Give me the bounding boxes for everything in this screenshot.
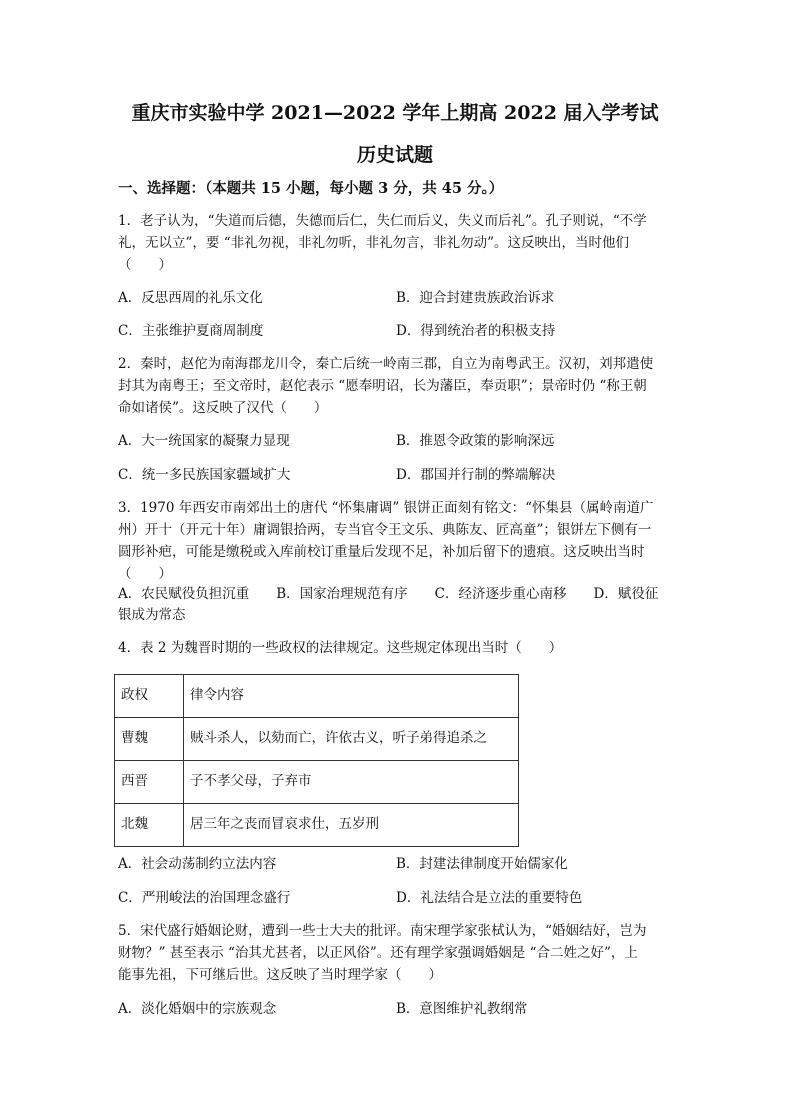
q3-options: A．农民赋役负担沉重 B．国家治理规范有序 C．经济逐步重心南移 D．赋役征 [118,586,659,602]
table-cell: 子不孝父母，子弃市 [184,761,519,804]
q4-option-b: B．封建法律制度开始儒家化 [396,856,568,872]
q2-option-d: D．郡国并行制的弊端解决 [396,467,556,483]
q5-option-b: B．意图维护礼教纲常 [396,1001,528,1017]
q2-option-a: A．大一统国家的凝聚力显现 [118,433,290,449]
question-4-stem: 4．表 2 为魏晋时期的一些政权的法律规定。这些规定体现出当时（ ） [118,640,563,656]
table-cell: 律令内容 [184,675,519,718]
q2-option-c: C．统一多民族国家疆域扩大 [118,467,291,483]
q4-option-d: D．礼法结合是立法的重要特色 [396,890,583,906]
q2-line: 封其为南粤王；至文帝时，赵佗表示 “愿奉明诏，长为藩臣，奉贡职”；景帝时仍 “称王朝 [118,378,647,394]
table-cell: 北魏 [115,804,184,847]
question-5-stem [118,920,673,986]
table-row [115,804,519,847]
table-cell: 曹魏 [115,718,184,761]
table-cell: 居三年之丧而冒哀求仕，五岁刑 [184,804,519,847]
q5-line: 5．宋代盛行婚姻论财，遭到一些士大夫的批评。南宋理学家张栻认为，“婚姻结好，岂为 [118,923,647,939]
q3-line: （ ） [118,566,172,582]
q5-line: 能事先祖，下可继后世。这反映了当时理学家（ ） [118,967,442,983]
exam-title: 重庆市实验中学 2021—2022 学年上期高 2022 届入学考试 [131,102,659,124]
q4-option-a: A．社会动荡制约立法内容 [118,856,277,872]
q3-line: 圆形补疤，可能是缴税或入库前校订重量后发现不足，补加后留下的遗痕。这反映出当时 [118,544,645,560]
table-cell: 政权 [115,675,184,718]
q2-line: 2．秦时，赵佗为南海郡龙川令，秦亡后统一岭南三郡，自立为南粤武王。汉初，刘邦遣使 [118,356,654,372]
q4-option-c: C．严刑峻法的治国理念盛行 [118,890,291,906]
q1-option-b: B．迎合封建贵族政治诉求 [396,290,555,306]
q2-option-b: B．推恩令政策的影响深远 [396,433,555,449]
table-row [115,761,519,804]
q5-line: 财物？” 甚至表示 “治其尤甚者，以正风俗”。还有理学家强调婚姻是 “合二姓之好”，上 [118,945,638,961]
q1-line: 礼，无以立”，要 “非礼勿视，非礼勿听，非礼勿言，非礼勿动”。这反映出，当时他们 [118,235,629,251]
q5-option-a: A．淡化婚姻中的宗族观念 [118,1001,277,1017]
q1-option-c: C．主张维护夏商周制度 [118,323,264,339]
table-cell: 贼斗杀人，以劾而亡，许依古义，听子弟得追杀之 [184,718,519,761]
q1-line: 1．老子认为，“失道而后德，失德而后仁，失仁而后义，失义而后礼”。孔子则说，“不学 [118,213,647,229]
question-3-stem [118,497,673,585]
exam-subtitle: 历史试题 [356,144,433,166]
table-cell: 西晋 [115,761,184,804]
law-table [114,674,519,847]
q1-option-a: A．反思西周的礼乐文化 [118,290,263,306]
q1-option-d: D．得到统治者的积极支持 [396,323,556,339]
question-2-stem [118,353,673,419]
q3-line: 3．1970 年西安市南郊出土的唐代 “怀集庸调” 银饼正面刻有铭文：“怀集县（属岭南道广 [118,500,654,516]
table-row [115,718,519,761]
table-row [115,675,519,718]
q3-line: 州）开十（开元十年）庸调银拾两，专当官令王文乐、典陈友、匠高童”；银饼左下侧有一 [118,522,652,538]
q2-line: 命如诸侯”。这反映了汉代（ ） [118,400,328,416]
question-1-stem [118,210,673,276]
section-heading: 一、选择题：（本题共 15 小题，每小题 3 分，共 45 分。） [118,180,504,197]
q3-options-wrap: 银成为常态 [118,607,186,623]
q1-line: （ ） [118,257,172,273]
